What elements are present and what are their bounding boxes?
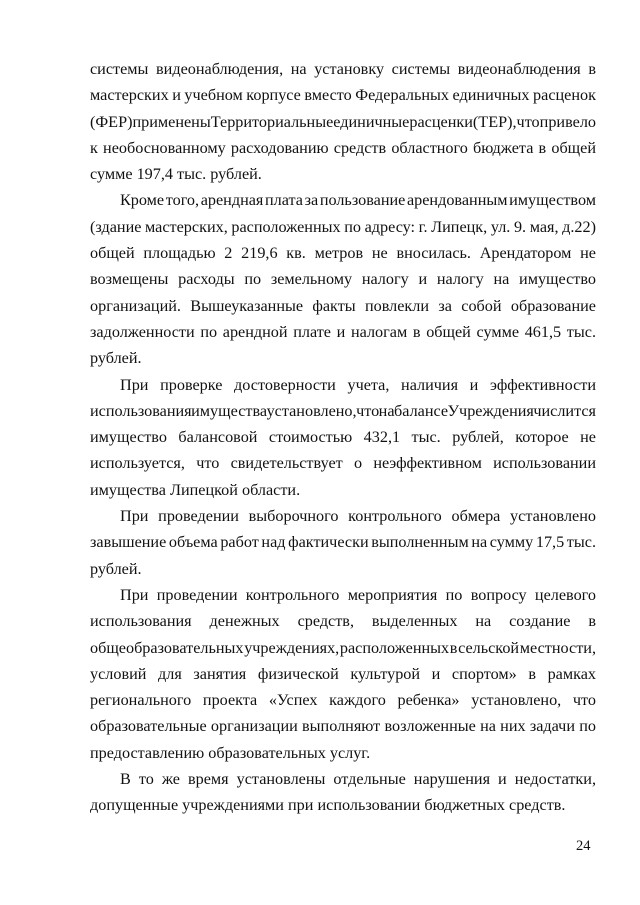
paragraph-3-line-4: используется, что свидетельствует о неэффективном использовании [90, 454, 596, 473]
paragraph-5-line-5: регионального проекта «Успех каждого ребенка» установлено, что [90, 691, 596, 710]
paragraph-3-line-5: имущества Липецкой области. [90, 480, 301, 499]
paragraph-4-line-1: При проведении выборочного контрольного обмера установлено [120, 507, 596, 526]
paragraph-2-line-7: рублей. [90, 349, 142, 368]
paragraph-2-line-2: (здание мастерских, расположенных по адресу: г. Липецк, ул. 9. мая, д.22) [90, 217, 596, 236]
paragraph-1-line-4: к необоснованному расходованию средств областного бюджета в общей [90, 138, 596, 157]
paragraph-1-line-1: системы видеонаблюдения, на установку системы видеонаблюдения в [90, 60, 596, 78]
paragraph-5-line-3: общеобразовательных учреждениях, расположенных в сельской местности, [90, 638, 596, 657]
page-number: 24 [576, 838, 591, 854]
paragraph-2-line-5: организаций. Вышеуказанные факты повлекли за собой образование [90, 296, 596, 315]
paragraph-3-line-2: использования имущества установлено, что на балансе Учреждения числится [90, 401, 596, 420]
paragraph-5-line-1: При проведении контрольного мероприятия по вопросу целевого [120, 585, 596, 604]
paragraph-2-line-4: возмещены расходы по земельному налогу и налогу на имущество [90, 270, 596, 289]
paragraph-5-line-2: использования денежных средств, выделенных на создание в [90, 612, 596, 631]
paragraph-5-line-6: образовательные организации выполняют возложенные на них задачи по [90, 717, 596, 736]
paragraph-1 [90, 56, 596, 187]
paragraph-5-line-7: предоставлению образовательных услуг. [90, 743, 371, 762]
paragraph-1-line-2: мастерских и учебном корпусе вместо Федеральных единичных расценок [90, 86, 596, 105]
paragraph-4-line-2: завышение объема работ над фактически выполненным на сумму 17,5 тыс. [90, 533, 596, 552]
paragraph-6-line-1: В то же время установлены отдельные нарушения и недостатки, [120, 770, 596, 789]
paragraph-6 [90, 766, 596, 819]
paragraph-2 [90, 187, 596, 371]
paragraph-5-line-4: условий для занятия физической культурой и спортом» в рамках [90, 664, 596, 683]
paragraph-1-line-5: сумме 197,4 тыс. рублей. [90, 165, 262, 184]
paragraph-2-line-1: Кроме того, арендная плата за пользование арендованным имуществом [120, 191, 596, 210]
paragraph-6-line-2: допущенные учреждениями при использовании бюджетных средств. [90, 796, 566, 815]
paragraph-1-line-3: (ФЕР) применены Территориальные единичные расценки (ТЕР), что привело [90, 112, 596, 131]
paragraph-5 [90, 582, 596, 766]
paragraph-2-line-6: задолженности по арендной плате и налогам в общей сумме 461,5 тыс. [90, 322, 596, 341]
paragraph-3-line-1: При проверке достоверности учета, наличия и эффективности [120, 375, 596, 394]
paragraph-4-line-3: рублей. [90, 559, 142, 578]
document-body [90, 56, 596, 819]
paragraph-3-line-3: имущество балансовой стоимостью 432,1 тыс. рублей, которое не [90, 428, 596, 447]
paragraph-3 [90, 372, 596, 503]
paragraph-4 [90, 503, 596, 582]
paragraph-2-line-3: общей площадью 2 219,6 кв. метров не вносилась. Арендатором не [90, 244, 596, 263]
